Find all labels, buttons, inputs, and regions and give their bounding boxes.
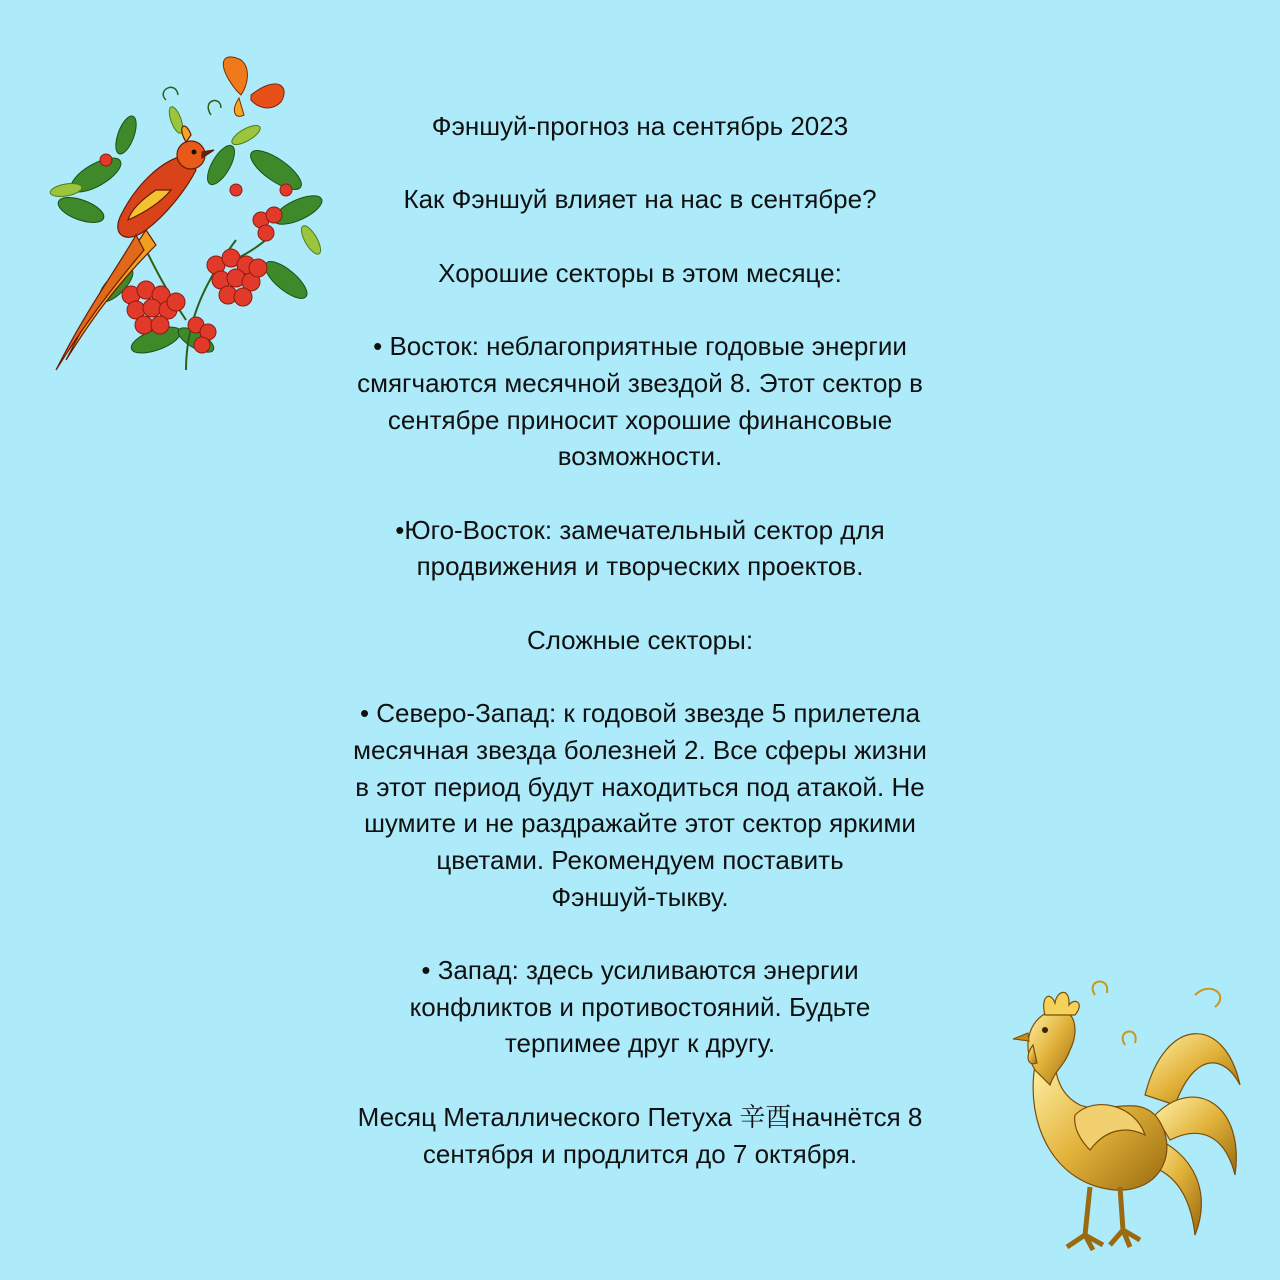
golden-rooster-illustration (995, 975, 1255, 1275)
month-note: Месяц Металлического Петуха 辛酉начнётся 8 сентября и продлится до 7 октября. (357, 1101, 923, 1169)
southeast-sector: •Юго-Восток: замечательный сектор для продвижения и творческих проектов. (395, 514, 885, 582)
title: Фэншуй-прогноз на сентябрь 2023 (431, 111, 849, 141)
east-sector: • Восток: неблагоприятные годовые энергии смягчаются месячной звездой 8. Этот сектор в сентябре приносит хорошие финансовые возможности. (357, 331, 923, 472)
difficult-sectors-heading: Сложные секторы: (526, 624, 754, 655)
good-sectors-heading: Хорошие секторы в этом месяце: (438, 257, 842, 288)
west-sector: • Запад: здесь усиливаются энергии конфликтов и противостояний. Будьте терпимее друг к другу. (409, 955, 871, 1059)
intro-question: Как Фэншуй влияет на нас в сентябре? (403, 184, 877, 215)
forecast-text (315, 108, 965, 1172)
bird-rowan-illustration (36, 40, 331, 380)
northwest-sector: • Северо-Запад: к годовой звезде 5 прилетела месячная звезда болезней 2. Все сферы жизни в этот период будут находиться под атакой. Не шумите и не раздражайте этот сектор яркими цветами. Рекомендуем поставить Фэншуй-тыкву. (353, 698, 927, 912)
